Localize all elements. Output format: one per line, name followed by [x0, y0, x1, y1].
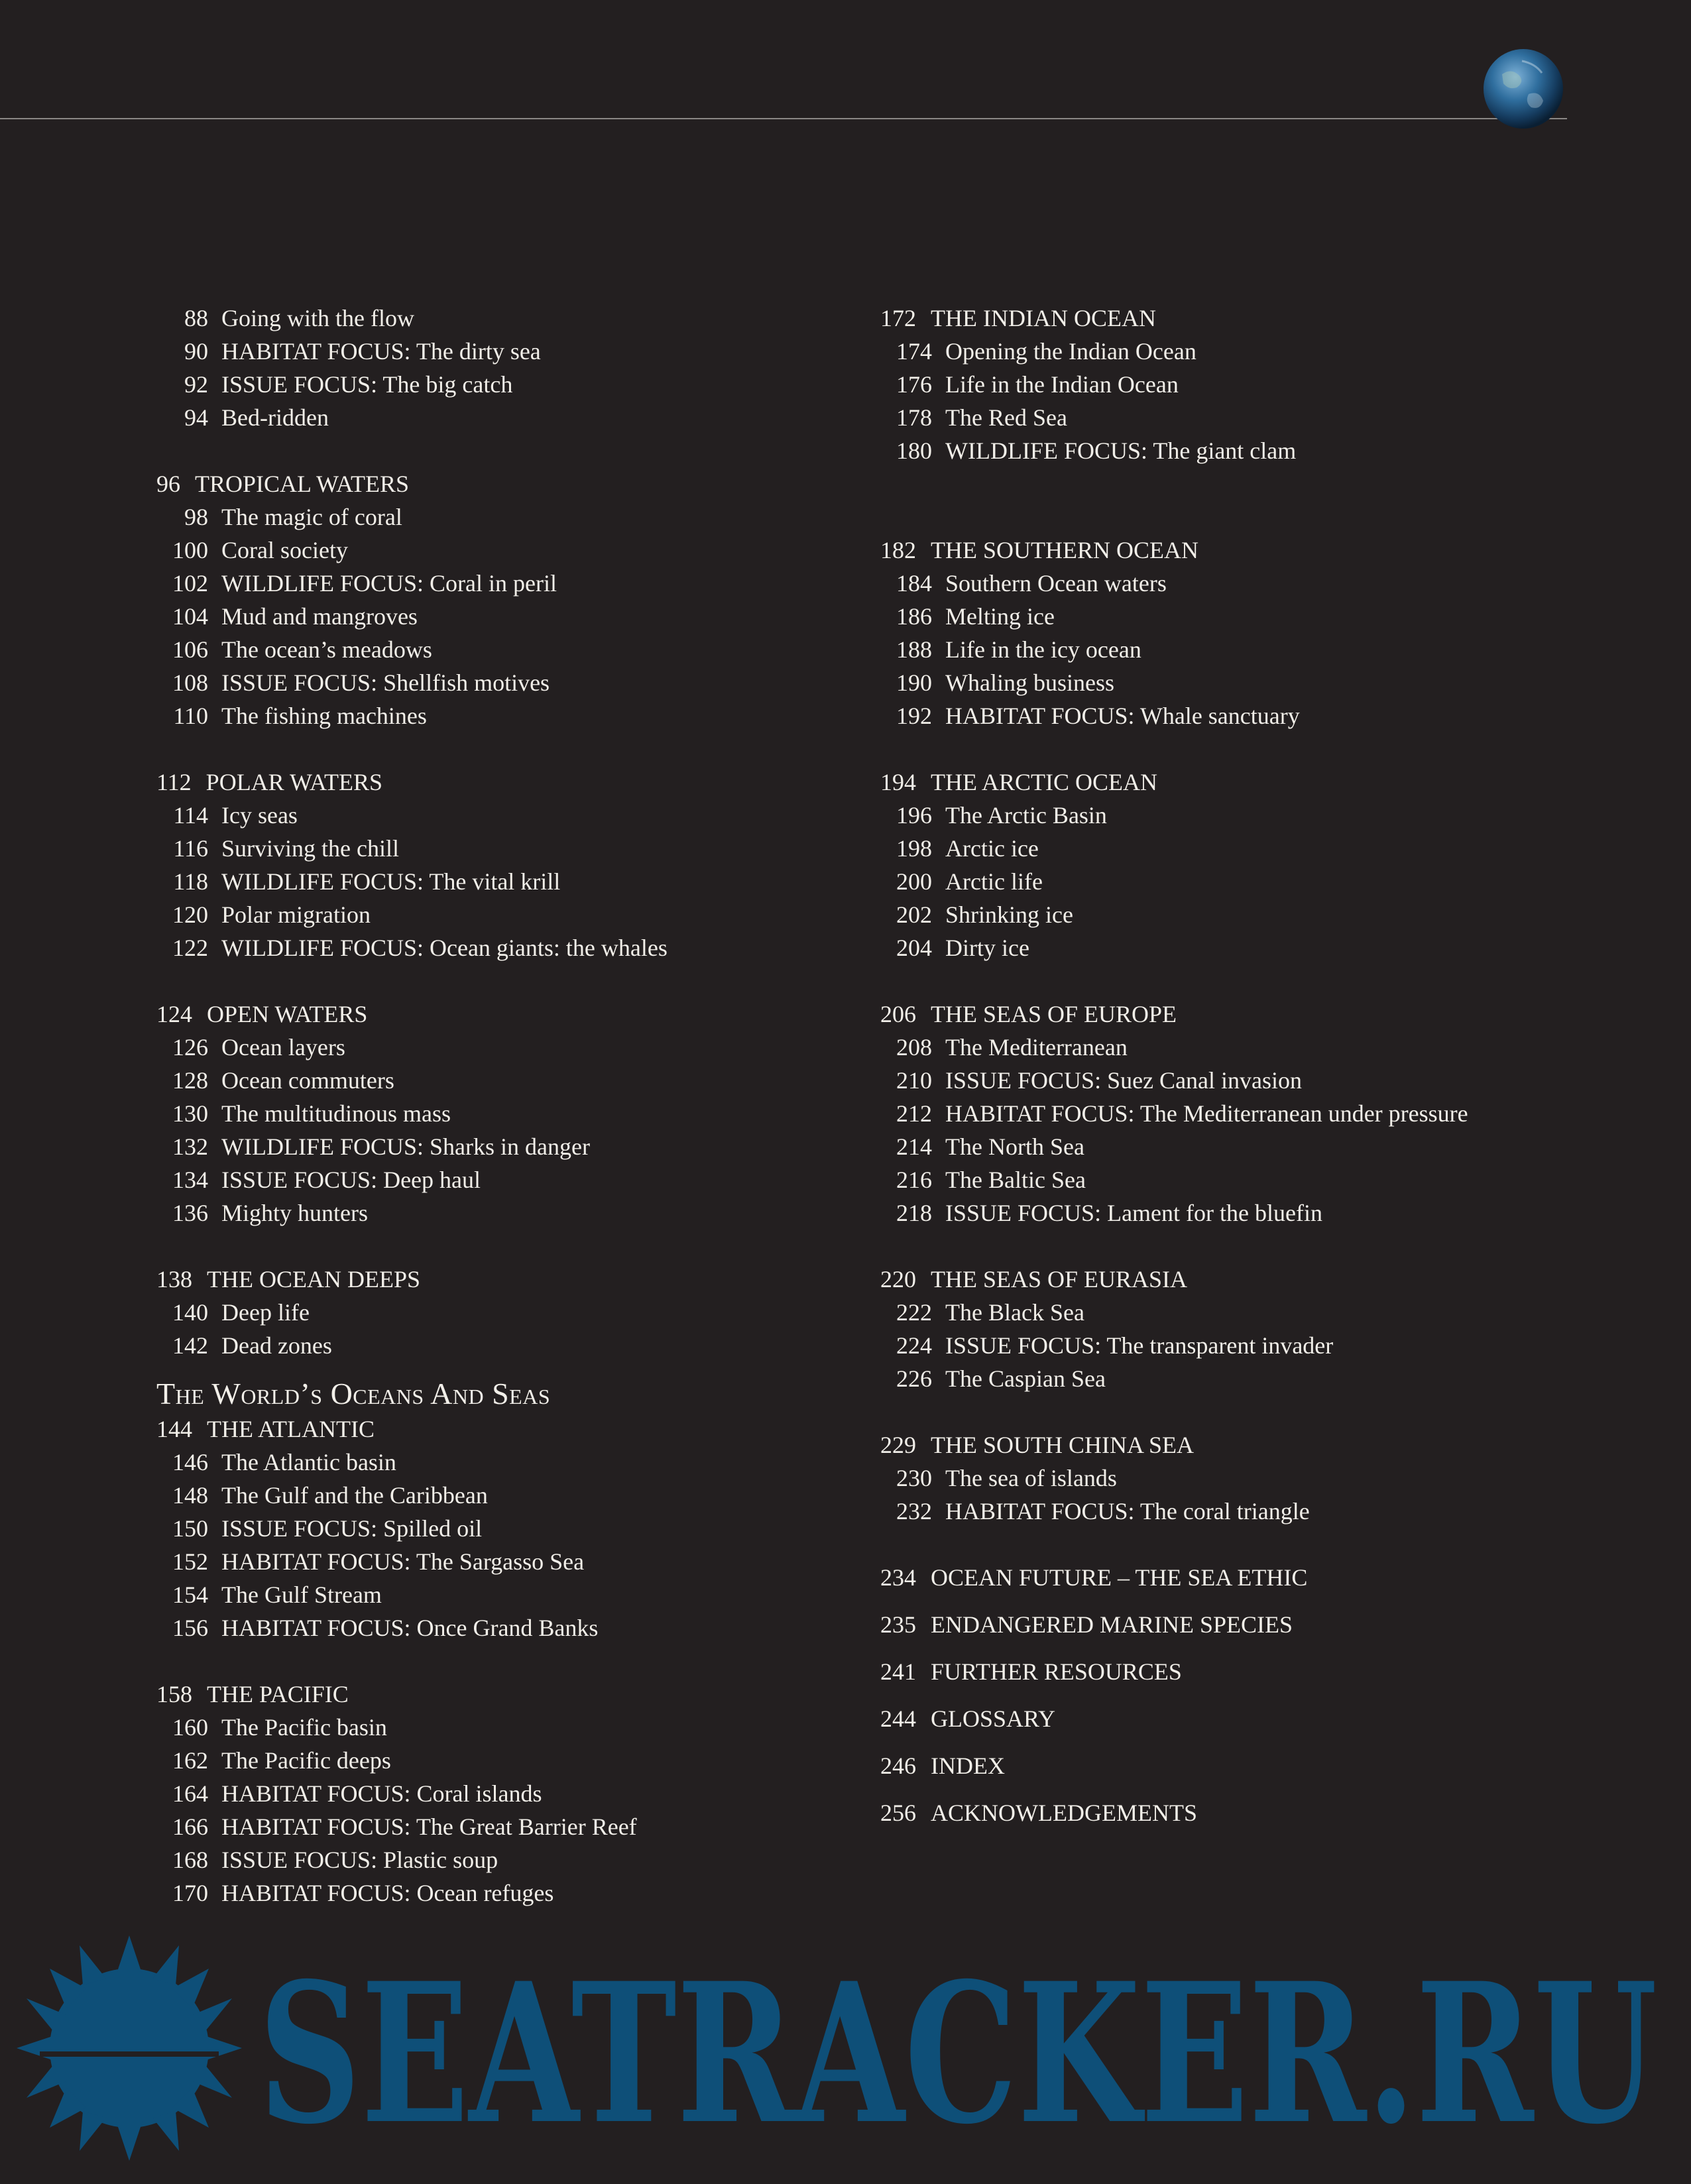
toc-page-number: 224	[896, 1332, 932, 1359]
toc-entry-title: The Pacific basin	[221, 1714, 387, 1741]
toc-entry[interactable]	[156, 799, 819, 832]
toc-page-number: 196	[896, 802, 932, 829]
toc-page-number: 148	[172, 1482, 208, 1509]
toc-page-number: 134	[172, 1167, 208, 1193]
toc-section[interactable]	[880, 1428, 1662, 1462]
toc-entry-title: Life in the icy ocean	[945, 636, 1141, 663]
toc-page-number: 142	[172, 1332, 208, 1359]
toc-entry-title: WILDLIFE FOCUS: Ocean giants: the whales	[221, 935, 668, 961]
toc-entry-title: HABITAT FOCUS: Coral islands	[221, 1780, 542, 1807]
toc-entry[interactable]	[880, 1495, 1662, 1528]
toc-entry[interactable]	[880, 368, 1662, 401]
toc-entry[interactable]	[880, 799, 1662, 832]
toc-page-number: 162	[172, 1747, 208, 1774]
toc-entry-title: ISSUE FOCUS: Shellfish motives	[221, 669, 550, 696]
toc-entry-title: HABITAT FOCUS: The coral triangle	[945, 1498, 1310, 1524]
toc-entry-title: The Mediterranean	[945, 1034, 1128, 1061]
toc-back-matter[interactable]	[880, 1655, 1662, 1702]
toc-entry-title: ISSUE FOCUS: Spilled oil	[221, 1515, 483, 1542]
toc-page-number: 186	[896, 603, 932, 630]
toc-entry[interactable]	[156, 1611, 819, 1644]
toc-entry-title: Opening the Indian Ocean	[945, 338, 1196, 365]
toc-entry[interactable]	[156, 600, 819, 633]
toc-entry-title: Polar migration	[221, 901, 371, 928]
toc-page-number: 220	[880, 1266, 916, 1293]
toc-page-number: 256	[880, 1800, 916, 1826]
toc-section-title: ENDANGERED MARINE SPECIES	[931, 1611, 1293, 1638]
toc-page-number: 241	[880, 1658, 916, 1685]
toc-section-title: OPEN WATERS	[207, 1001, 368, 1027]
toc-entry-title: The Atlantic basin	[221, 1449, 396, 1475]
toc-entry[interactable]	[156, 1843, 819, 1876]
toc-entry[interactable]	[156, 865, 819, 898]
toc-back-matter[interactable]	[880, 1608, 1662, 1655]
toc-page-number: 218	[896, 1200, 932, 1226]
toc-entry[interactable]	[880, 633, 1662, 666]
toc-page-number: 140	[172, 1299, 208, 1326]
toc-entry[interactable]	[156, 931, 819, 964]
toc-section-title: TROPICAL WATERS	[195, 471, 410, 497]
toc-section[interactable]	[156, 998, 819, 1031]
toc-section[interactable]	[156, 1263, 819, 1296]
toc-page-number: 210	[896, 1067, 932, 1094]
toc-entry-title: HABITAT FOCUS: The Mediterranean under pressure	[945, 1100, 1468, 1127]
watermark	[0, 1922, 1691, 2184]
toc-entry[interactable]	[156, 1031, 819, 1064]
toc-entry-title: The Red Sea	[945, 404, 1067, 431]
toc-entry[interactable]	[156, 335, 819, 368]
toc-entry-title: Bed-ridden	[221, 404, 329, 431]
toc-page-number: 126	[172, 1034, 208, 1061]
toc-page-number: 208	[896, 1034, 932, 1061]
toc-section-title: THE ARCTIC OCEAN	[931, 769, 1157, 795]
toc-page-number: 132	[172, 1133, 208, 1160]
toc-entry-title: HABITAT FOCUS: Whale sanctuary	[945, 703, 1300, 729]
toc-entry-title: ISSUE FOCUS: Suez Canal invasion	[945, 1067, 1303, 1094]
toc-back-matter[interactable]	[880, 1702, 1662, 1749]
toc-entry-title: WILDLIFE FOCUS: The vital krill	[221, 868, 561, 895]
toc-page-number: 172	[880, 305, 916, 331]
toc-page-number: 176	[896, 371, 932, 398]
toc-entry-title: Deep life	[221, 1299, 310, 1326]
toc-entry[interactable]	[156, 1446, 819, 1479]
toc-section-title: THE ATLANTIC	[207, 1416, 375, 1442]
toc-page-number: 246	[880, 1753, 916, 1779]
toc-page-number: 174	[896, 338, 932, 365]
toc-entry-title: WILDLIFE FOCUS: Sharks in danger	[221, 1133, 590, 1160]
globe-icon	[1482, 48, 1564, 130]
toc-entry[interactable]	[156, 1512, 819, 1545]
toc-back-matter[interactable]	[880, 1749, 1662, 1796]
toc-entry[interactable]	[156, 1479, 819, 1512]
toc-entry[interactable]	[156, 302, 819, 335]
toc-section-title: FURTHER RESOURCES	[931, 1658, 1182, 1685]
toc-entry-title: ISSUE FOCUS: Plastic soup	[221, 1847, 498, 1873]
toc-page-number: 180	[896, 437, 932, 464]
toc-entry[interactable]	[156, 1876, 819, 1910]
toc-page-number: 170	[172, 1880, 208, 1906]
toc-section-title: THE SOUTH CHINA SEA	[931, 1432, 1195, 1458]
toc-page-number: 202	[896, 901, 932, 928]
toc-entry-title: Shrinking ice	[945, 901, 1073, 928]
toc-page-number: 138	[156, 1266, 192, 1293]
toc-entry[interactable]	[156, 368, 819, 401]
toc-page-number: 150	[172, 1515, 208, 1542]
toc-page-number: 108	[172, 669, 208, 696]
toc-entry-title: ISSUE FOCUS: Deep haul	[221, 1167, 481, 1193]
toc-page-number: 198	[896, 835, 932, 862]
toc-page-number: 104	[172, 603, 208, 630]
toc-entry[interactable]	[156, 1777, 819, 1810]
toc-entry[interactable]	[156, 1578, 819, 1611]
toc-entry[interactable]	[880, 865, 1662, 898]
toc-page-number: 164	[172, 1780, 208, 1807]
toc-section-title: THE PACIFIC	[207, 1681, 349, 1707]
toc-section-title: THE SOUTHERN OCEAN	[931, 537, 1198, 563]
toc-page-number: 166	[172, 1813, 208, 1840]
toc-entry-title: The fishing machines	[221, 703, 427, 729]
toc-entry[interactable]	[880, 1064, 1662, 1097]
toc-back-matter[interactable]	[880, 1561, 1662, 1608]
toc-entry[interactable]	[156, 1163, 819, 1196]
toc-page-number: 88	[184, 305, 208, 331]
toc-page-number: 206	[880, 1001, 916, 1027]
toc-entry-title: The Caspian Sea	[945, 1365, 1106, 1392]
toc-entry-title: HABITAT FOCUS: Once Grand Banks	[221, 1615, 599, 1641]
toc-entry[interactable]	[156, 1744, 819, 1777]
toc-entry-title: The multitudinous mass	[221, 1100, 451, 1127]
toc-entry[interactable]	[880, 1163, 1662, 1196]
sun-logo-icon	[17, 1935, 242, 2161]
toc-page-number: 188	[896, 636, 932, 663]
toc-page-number: 200	[896, 868, 932, 895]
toc-entry[interactable]	[156, 699, 819, 732]
toc-back-matter[interactable]	[880, 1796, 1662, 1843]
toc-page-number: 192	[896, 703, 932, 729]
toc-entry[interactable]	[880, 401, 1662, 434]
toc-entry-title: Icy seas	[221, 802, 298, 829]
toc-entry-title: HABITAT FOCUS: Ocean refuges	[221, 1880, 554, 1906]
toc-entry-title: The Pacific deeps	[221, 1747, 391, 1774]
toc-page-number: 190	[896, 669, 932, 696]
toc-page-number: 136	[172, 1200, 208, 1226]
toc-entry[interactable]	[156, 534, 819, 567]
toc-entry[interactable]	[156, 1711, 819, 1744]
toc-entry-title: The ocean’s meadows	[221, 636, 432, 663]
toc-entry[interactable]	[156, 1196, 819, 1230]
toc-page-number: 222	[896, 1299, 932, 1326]
toc-entry[interactable]	[156, 567, 819, 600]
toc-section[interactable]	[880, 766, 1662, 799]
toc-entry-title: The Baltic Sea	[945, 1167, 1086, 1193]
toc-section-title: GLOSSARY	[931, 1705, 1056, 1732]
toc-page-number: 118	[173, 868, 208, 895]
part-heading: The World’s Oceans And Seas	[156, 1377, 551, 1410]
toc-page-number: 116	[173, 835, 208, 862]
toc-page-number: 94	[184, 404, 208, 431]
toc-entry-title: Southern Ocean waters	[945, 570, 1167, 597]
toc-page-number: 168	[172, 1847, 208, 1873]
toc-page-number: 214	[896, 1133, 932, 1160]
toc-section[interactable]	[880, 302, 1662, 335]
toc-entry-title: Going with the flow	[221, 305, 414, 331]
toc-page-number: 178	[896, 404, 932, 431]
toc-page-number: 112	[156, 769, 192, 795]
toc-page-number: 184	[896, 570, 932, 597]
toc-page-number: 114	[173, 802, 208, 829]
toc-page-number: 144	[156, 1416, 192, 1442]
watermark-text: SEATRACKER.RU	[259, 1941, 1657, 2167]
toc-section[interactable]	[880, 1263, 1662, 1296]
toc-entry[interactable]	[156, 1545, 819, 1578]
toc-page-number: 216	[896, 1167, 932, 1193]
toc-entry-title: Whaling business	[945, 669, 1114, 696]
toc-entry[interactable]	[880, 898, 1662, 931]
toc-entry-title: Ocean layers	[221, 1034, 345, 1061]
toc-section[interactable]	[156, 1678, 819, 1711]
toc-entry-title: Surviving the chill	[221, 835, 399, 862]
toc-section-title: ACKNOWLEDGEMENTS	[931, 1800, 1197, 1826]
toc-page-number: 124	[156, 1001, 192, 1027]
toc-entry[interactable]	[156, 1097, 819, 1130]
toc-entry-title: Arctic life	[945, 868, 1043, 895]
toc-page-number: 128	[172, 1067, 208, 1094]
toc-page-number: 106	[172, 636, 208, 663]
toc-section-title: OCEAN FUTURE – THE SEA ETHIC	[931, 1564, 1308, 1591]
toc-entry[interactable]	[880, 1329, 1662, 1362]
toc-page-number: 100	[172, 537, 208, 563]
toc-left-column	[156, 302, 819, 1910]
toc-section[interactable]	[156, 467, 819, 500]
toc-page-number: 229	[880, 1432, 916, 1458]
toc-entry[interactable]	[156, 500, 819, 534]
toc-entry-title: HABITAT FOCUS: The Great Barrier Reef	[221, 1813, 637, 1840]
toc-entry[interactable]	[880, 600, 1662, 633]
toc-page-number: 226	[896, 1365, 932, 1392]
toc-page-number: 98	[184, 504, 208, 530]
toc-entry-title: ISSUE FOCUS: The transparent invader	[945, 1332, 1334, 1359]
toc-section[interactable]	[156, 1412, 819, 1446]
toc-page-number: 102	[172, 570, 208, 597]
toc-entry[interactable]	[880, 1362, 1662, 1395]
toc-entry-title: Arctic ice	[945, 835, 1039, 862]
toc-section[interactable]	[880, 534, 1662, 567]
toc-entry-title: Mighty hunters	[221, 1200, 368, 1226]
toc-section[interactable]	[880, 998, 1662, 1031]
toc-entry-title: HABITAT FOCUS: The Sargasso Sea	[221, 1548, 585, 1575]
toc-section-title: THE OCEAN DEEPS	[207, 1266, 420, 1293]
toc-entry[interactable]	[880, 1031, 1662, 1064]
toc-entry[interactable]	[156, 1329, 819, 1362]
toc-section-title: POLAR WATERS	[205, 769, 383, 795]
toc-entry-title: ISSUE FOCUS: Lament for the bluefin	[945, 1200, 1322, 1226]
toc-page-number: 92	[184, 371, 208, 398]
toc-page-number: 204	[896, 935, 932, 961]
toc-entry-title: WILDLIFE FOCUS: The giant clam	[945, 437, 1297, 464]
toc-entry-title: Dead zones	[221, 1332, 332, 1359]
toc-page-number: 230	[896, 1465, 932, 1491]
toc-entry[interactable]	[880, 567, 1662, 600]
toc-entry-title: The sea of islands	[945, 1465, 1117, 1491]
toc-page-number: 152	[172, 1548, 208, 1575]
toc-entry-title: ISSUE FOCUS: The big catch	[221, 371, 513, 398]
toc-entry[interactable]	[880, 931, 1662, 964]
toc-entry[interactable]	[880, 1296, 1662, 1329]
toc-page-number: 234	[880, 1564, 916, 1591]
toc-page-number: 120	[172, 901, 208, 928]
toc-entry[interactable]	[156, 401, 819, 434]
toc-page-number: 158	[156, 1681, 192, 1707]
toc-entry-title: The Black Sea	[945, 1299, 1084, 1326]
toc-entry[interactable]	[880, 1462, 1662, 1495]
toc-entry-title: Life in the Indian Ocean	[945, 371, 1179, 398]
toc-entry-title: Coral society	[221, 537, 348, 563]
toc-entry[interactable]	[880, 832, 1662, 865]
toc-entry-title: The magic of coral	[221, 504, 402, 530]
toc-entry[interactable]	[880, 1196, 1662, 1230]
toc-page-number: 130	[172, 1100, 208, 1127]
toc-section-title: THE SEAS OF EURASIA	[931, 1266, 1188, 1293]
toc-page-number: 156	[172, 1615, 208, 1641]
toc-entry[interactable]	[156, 1296, 819, 1329]
toc-entry[interactable]	[880, 666, 1662, 699]
toc-entry[interactable]	[880, 335, 1662, 368]
toc-entry-title: Mud and mangroves	[221, 603, 418, 630]
toc-entry[interactable]	[156, 1130, 819, 1163]
header-rule	[0, 118, 1567, 119]
toc-page-number: 96	[156, 471, 180, 497]
toc-section-title: THE INDIAN OCEAN	[931, 305, 1156, 331]
toc-entry-title: HABITAT FOCUS: The dirty sea	[221, 338, 541, 365]
toc-entry-title: Ocean commuters	[221, 1067, 394, 1094]
toc-section[interactable]	[156, 766, 819, 799]
toc-entry-title: The Gulf and the Caribbean	[221, 1482, 488, 1509]
toc-entry-title: Melting ice	[945, 603, 1055, 630]
toc-page-number: 235	[880, 1611, 916, 1638]
toc-entry-title: The Gulf Stream	[221, 1581, 382, 1608]
toc-page-number: 146	[172, 1449, 208, 1475]
toc-page-number: 182	[880, 537, 916, 563]
toc-entry-title: The North Sea	[945, 1133, 1084, 1160]
toc-page-number: 154	[172, 1581, 208, 1608]
toc-page-number: 212	[896, 1100, 932, 1127]
toc-entry[interactable]	[880, 1130, 1662, 1163]
toc-right-column	[880, 302, 1662, 1843]
toc-page-number: 160	[172, 1714, 208, 1741]
toc-entry[interactable]	[156, 1064, 819, 1097]
toc-page-number: 122	[172, 935, 208, 961]
toc-section-title: INDEX	[931, 1753, 1005, 1779]
toc-page-number: 110	[173, 703, 208, 729]
toc-entry[interactable]	[880, 434, 1662, 467]
toc-page-number: 232	[896, 1498, 932, 1524]
toc-entry-title: Dirty ice	[945, 935, 1029, 961]
toc-page-number: 90	[184, 338, 208, 365]
toc-entry[interactable]	[156, 1810, 819, 1843]
toc-entry[interactable]	[156, 666, 819, 699]
toc-entry[interactable]	[156, 832, 819, 865]
toc-page-number: 244	[880, 1705, 916, 1732]
toc-entry[interactable]	[156, 898, 819, 931]
toc-section-title: THE SEAS OF EUROPE	[931, 1001, 1177, 1027]
toc-entry[interactable]	[156, 633, 819, 666]
toc-entry-title: The Arctic Basin	[945, 802, 1107, 829]
toc-entry[interactable]	[880, 699, 1662, 732]
toc-page-number: 194	[880, 769, 916, 795]
toc-entry-title: WILDLIFE FOCUS: Coral in peril	[221, 570, 557, 597]
toc-entry[interactable]	[880, 1097, 1662, 1130]
